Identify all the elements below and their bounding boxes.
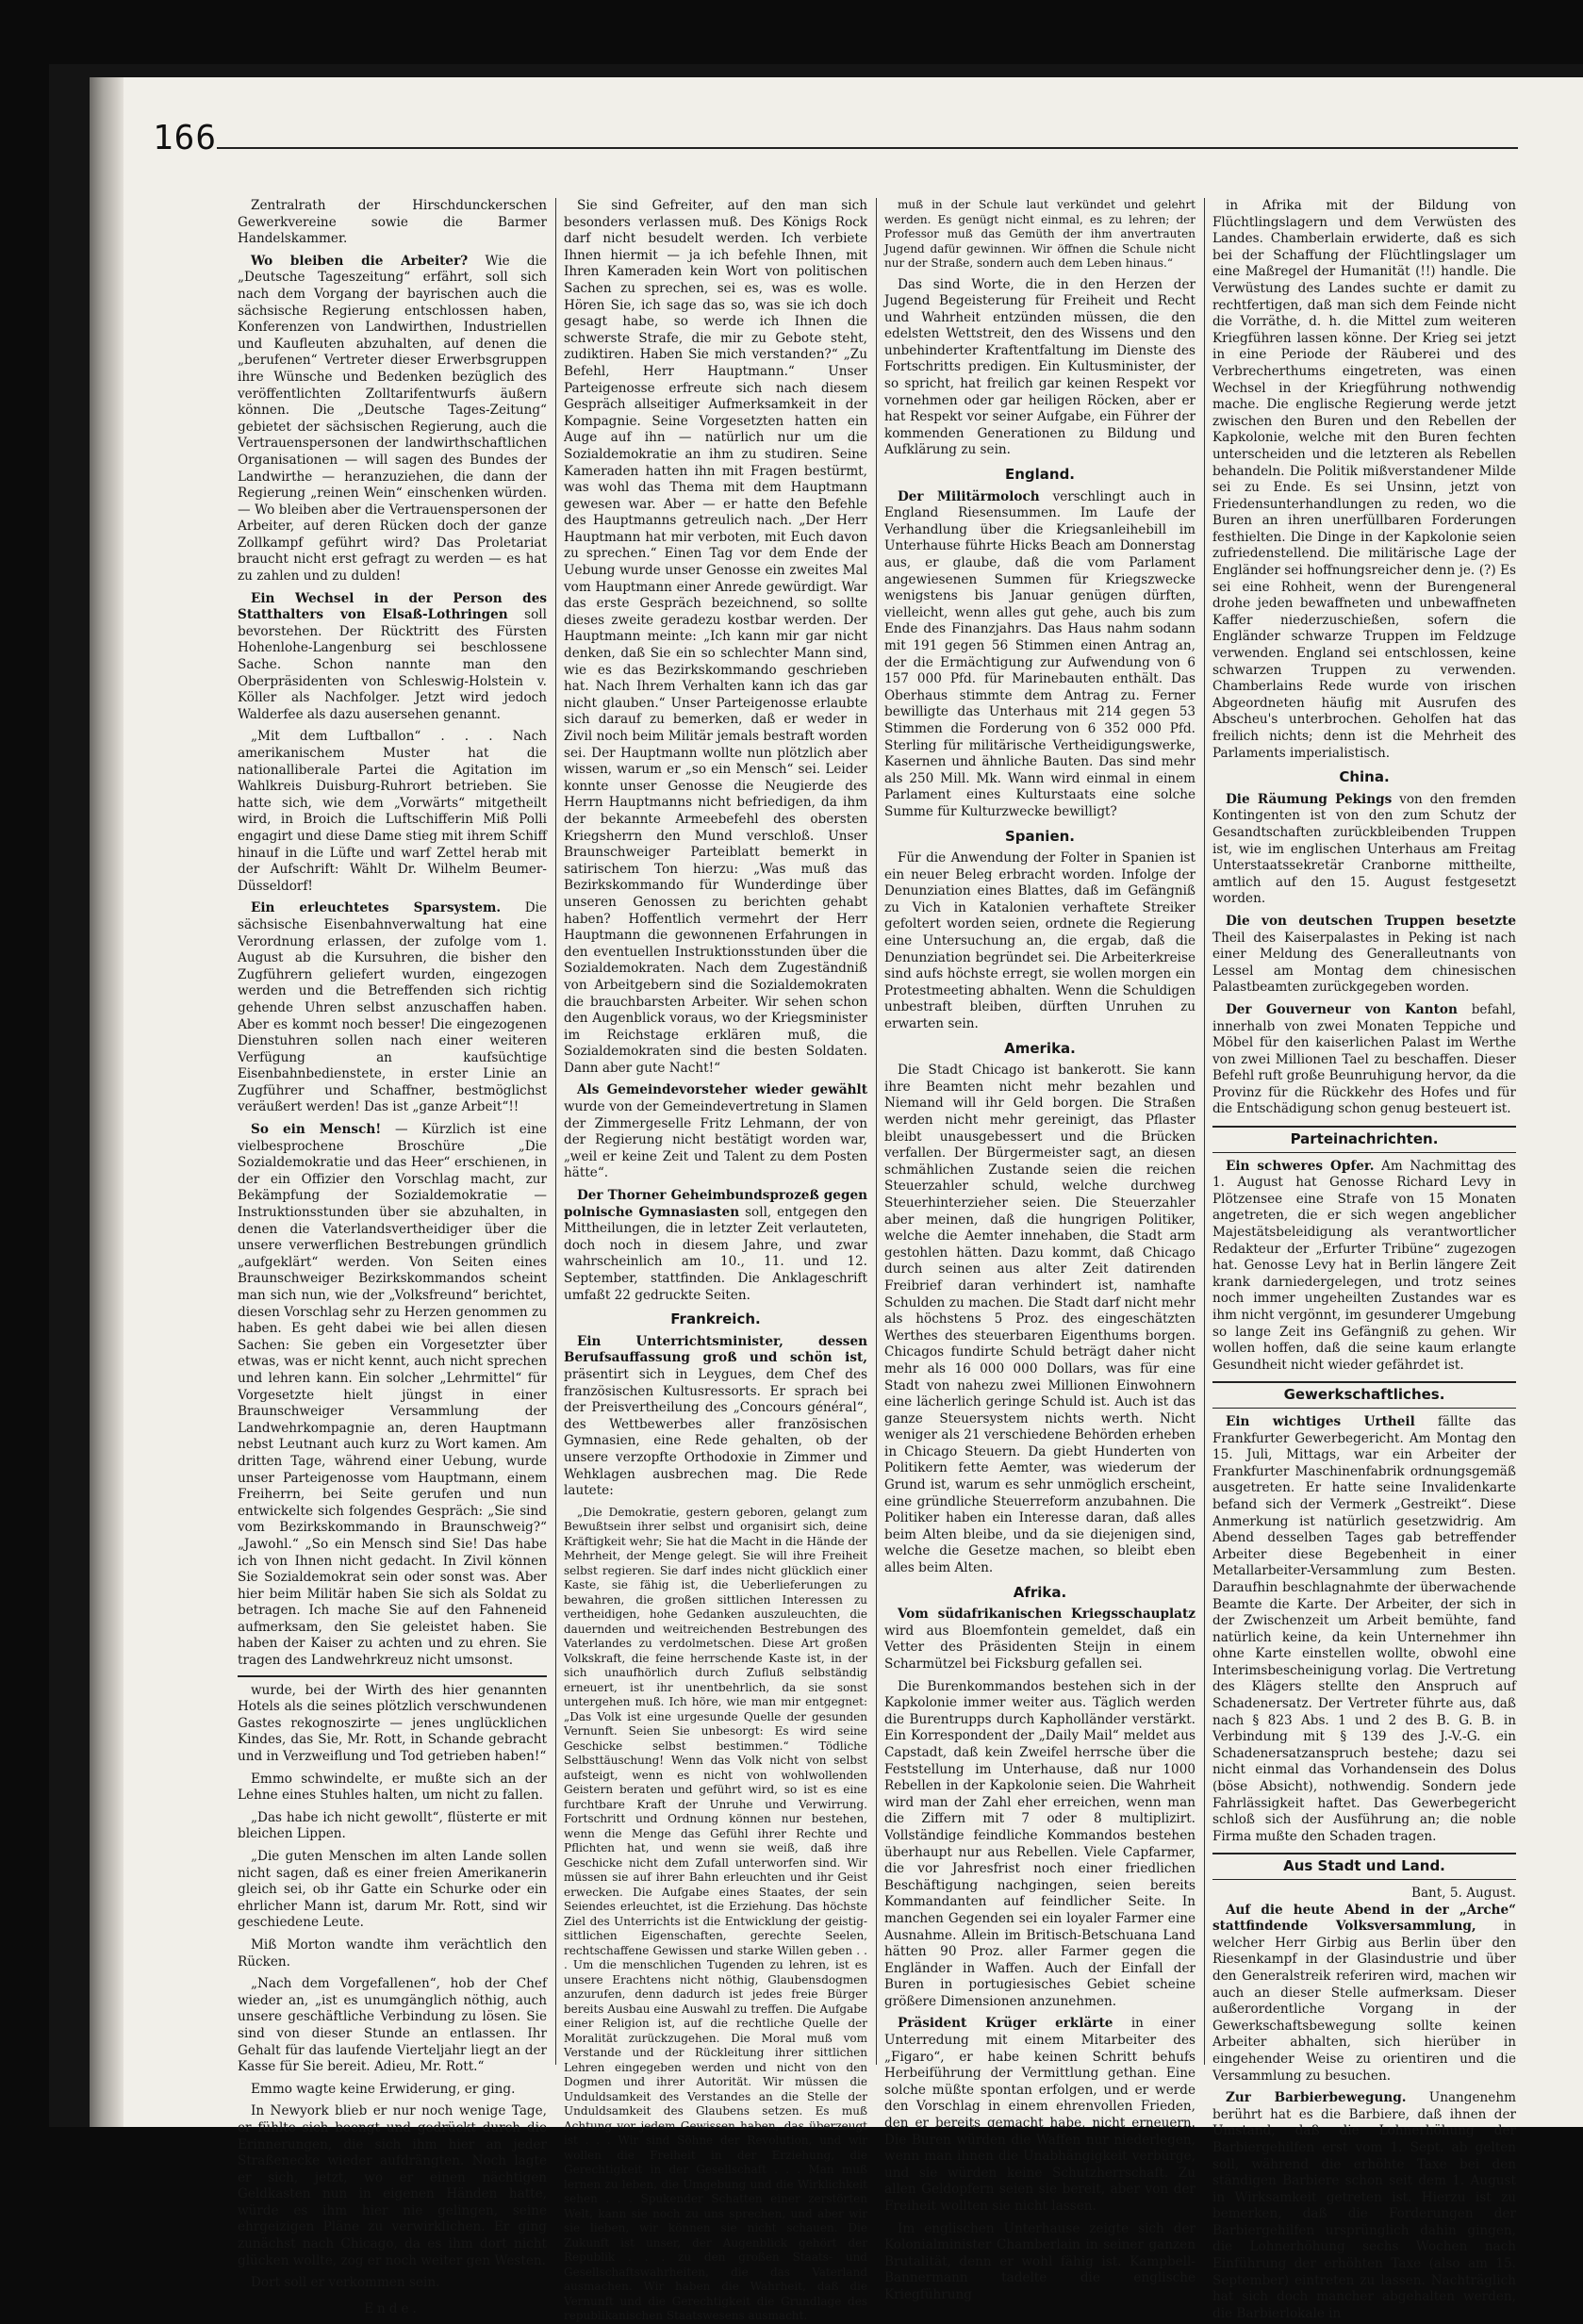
story-paragraph: wurde, bei der Wirth des hier genannten Hotels als die seines plötzlich verschwundenen Gastes rekognoszirte — jenes unglücklichen Kindes, das Sie, Mr. Rott, in Schande gebracht und in Verzweiflung und Tod getrieben haben!“ — [238, 1682, 547, 1765]
section-heading-england: England. — [1004, 466, 1076, 484]
article-lead: Ein Wechsel in der Person des Statthalters von Elsaß-Lothringen — [238, 590, 547, 623]
paragraph: „Mit dem Luftballon“ . . . Nach amerikanischem Muster hat die nationalliberale Partei die Agitation im Wahlkreis Duisburg-Ruhrort betrieben. Sie hatte sich, wie dem „Vorwärts“ mitgetheilt wird, in Broich die Luftschifferin Miß Polli engagirt und diese Dame stieg mit ihrem Schiff hinauf in die Lüfte und warf Zettel herab mit der Aufschrift: Wählt Dr. Wilhelm Beumer-Düsseldorf! — [238, 729, 547, 894]
section-heading-spanien: Spanien. — [1004, 827, 1076, 845]
column-divider — [1204, 198, 1205, 2065]
section-heading-china: China. — [1339, 768, 1390, 786]
article — [884, 489, 1195, 821]
article-body: fällte das Frankfurter Gewerbegericht. Am Montag den 15. Juli, Mittags, war ein Arbeiter der Frankfurter Maschinenfabrik ordnungsgemäß ausgetreten. Er hatte seine Invalidenkarte befand sich der Vermerk „Gestreikt“. Diese Anmerkung ist natürlich gesetzwidrig. Am Abend desselben Tages gab betreffender Arbeiter diese Begebenheit in einer Metallarbeiter-Versammlung zum Besten. Daraufhin beschlagnahmte der überwachende Beamte die Karte. Der Arbeiter, der sich in der Zwischenzeit um Arbeit bemühte, fand natürlich keine, da kein Unternehmer ihn ohne Karte einstellen wollte, obwohl eine Interimsbescheinigung vorlag. Die Vertretung des Klägers stellte den Anspruch auf Schadenersatz. Der Vertreter führte aus, daß nach § 823 Abs. 1 und 2 des B. G. B. in Verbindung mit § 139 des J.-V.-G. ein Schadenersatzanspruch bestehe; dazu sei nicht einmal das Vorhandensein des Dolus (böse Absicht), nothwendig. Sondern jede Fahrlässigkeit haftet. Das Gewerbegericht schloß sich der Ausführung an; die noble Firma mußte den Schaden tragen. — [1212, 1413, 1516, 1844]
article — [1212, 914, 1516, 997]
article-lead: Als Gemeindevorsteher wieder gewählt — [577, 1082, 867, 1098]
article-lead: Ein erleuchtetes Sparsystem. — [251, 900, 502, 916]
article-lead: Vom südafrikanischen Kriegsschauplatz — [898, 1607, 1195, 1623]
column-4 — [1212, 198, 1517, 2321]
story-paragraph: Emmo schwindelte, er mußte sich an der Lehne eines Stuhles halten, um nicht zu fallen. — [238, 1771, 547, 1804]
article — [238, 900, 547, 1116]
section-heading-frankreich: Frankreich. — [670, 1310, 761, 1328]
article — [564, 1334, 867, 1500]
story-paragraph: „Die guten Menschen im alten Lande sollen nicht sagen, daß es einer freien Amerikanerin gleich sei, ob ihr Gatte ein Schurke oder ein ehrlicher Mann ist, darum Mr. Rott, sind wir geschiedene Leute. — [238, 1849, 547, 1931]
paragraph: Die Stadt Chicago ist bankerott. Sie kann ihre Beamten nicht mehr bezahlen und Niemand will ihr Geld borgen. Die Straßen werden nicht mehr gereinigt, das Pflaster bleibt unausgebessert und die Brücken verfallen. Der Bürgermeister sagt, an diesen schmählichen Zustande seien die reichen Steuerzahler schuld, welche durchweg Steuerhinterzieher seien. Die Steuerzahler aber meinen, daß die hungrigen Politiker, welche die Aemter innehaben, die Stadt arm gestohlen hätten. Dazu kommt, daß Chicago durch seinen aus alter Zeit datirenden Freibrief daran verhindert ist, namhafte Schulden zu machen. Die Stadt darf nicht mehr als höchstens 5 Proz. des eingeschätzten Werthes des steuerbaren Eigenthums borgen. Chicagos fundirte Schuld beträgt daher nicht mehr als 16 000 000 Dollars, was für eine Stadt von nahezu zwei Millionen Einwohnern eine lächerlich geringe Schuld ist. Auch ist das ganze Steuersystem nichts werth. Nicht weniger als 21 verschiedene Behörden erheben in Chicago Steuern. Da giebt Hunderten von Politikern fette Aemter, was wiederum der Grund ist, warum es sehr unmöglich erscheint, eine gründliche Steuerreform anzubahnen. Die Politiker haben ein Interesse daran, daß alles beim Alten bleibe, und da sie diejenigen sind, welche die Gesetze machen, so bleibt eben alles beim Alten. — [884, 1063, 1195, 1576]
article-body: soll bevorstehen. Der Rücktritt des Fürsten Hohenlohe-Langenburg sei beschlossene Sache. Schon nannte man den Oberpräsidenten von Schleswig-Holstein v. Köller als Nachfolger. Jetzt wird jedoch Walderfee als dazu ausersehen genannt. — [238, 607, 547, 722]
story-paragraph: Miß Morton wandte ihm verächtlich den Rücken. — [238, 1937, 547, 1970]
article-lead: Ein schweres Opfer. — [1226, 1158, 1375, 1174]
column-3 — [884, 198, 1196, 2302]
article-body: in einer Unterredung mit einem Mitarbeiter des „Figaro“, er habe keinen Schritt behufs Herbeiführung der Vermittlung gethan. Eine solche müßte spontan erfolgen, und er werde den Vorschlag in einem ehrenvollen Frieden, den er bereits gemacht habe, nicht erneuern. Die Buren würden die Waffen nur niederlegen, wenn man ihnen die Unabhängigkeit verbürge, und sie würden keine Schutzherrschaft. Zu allen Geldopfern seien sie bereit, aber von der Freiheit wollten sie nicht lassen. — [884, 2016, 1195, 2214]
column-1 — [238, 198, 548, 2316]
article-body: Unangenehm berührt hat es die Barbiere, daß ihnen der Umstand, daß die Lohnerhöhung der Barbiergehilfen erst vom 1. Sept. ab gelten soll, während die erhöhte Taxe bei den ständigen Barbiere schon seit dem 1. August in Wirksamkeit getreten ist. Hierzu ist zu bemerken, daß die Forderungen der Barbiergehilfen ursprünglich dahin gingen, die Lohnerhöhung sechs Wochen nach Einführung der erhöhten Taxe (also am 15. September) eintreten zu lassen. Nachträglich hat sich doch mancher abgehalten werden, die Barbierlokale in — [1212, 2090, 1516, 2321]
article-body: präsentirt sich in Leygues, dem Chef des französischen Kultusressorts. Er sprach bei der Preisvertheilung des „Concours général“, des Wettbewerbes aller französischen Gymnasien, eine Rede gehalten, ob der unsere verzopfte Orthodoxie in Zimmer und Wehklagen ausbrechen mag. Die Rede lautete: — [564, 1366, 867, 1499]
article-body: Wie die „Deutsche Tageszeitung“ erfährt, soll sich nach dem Vorgang der bayrischen auch die sächsische Regierung entschlossen haben, Konferenzen von Landwirthen, Industriellen und Kaufleuten abzuhalten, auf denen die „berufenen“ Vertreter dieser Erwerbsgruppen ihre Wünsche und Bedenken bezüglich des veröffentlichten Zolltarifentwurfs äußern können. Die „Deutsche Tages-Zeitung“ gebietet der sächsischen Regierung, auch die Vertrauenspersonen der landwirthschaftlichen Organisationen — will sagen des Bundes der Landwirthe — heranzuziehen, die dann der Regierung „reinen Wein“ einschenken würden. — Wo bleiben aber die Vertrauenspersonen der Arbeiter, auf deren Rücken doch der ganze Zollkampf geführt wird? Das Proletariat braucht nicht erst gefragt zu werden — es hat zu zahlen und zu dulden! — [238, 253, 547, 585]
paragraph: Die Burenkommandos bestehen sich in der Kapkolonie immer weiter aus. Täglich werden die Burentrupps durch Kapholländer verstärkt. Ein Korrespondent der „Daily Mail“ meldet aus Capstadt, daß kein Zweifel herrsche über die Feststellung im Unterhause, daß nur 1000 Rebellen in der Kapkolonie seien. Die Wahrheit wird man der Zahl eher erreichen, wenn man die Ziffern mit 7 oder 8 multiplizirt. Vollständige feindliche Kommandos bestehen überhaupt nur aus Rebellen. Viele Capfarmer, die vor Jahresfrist noch einer friedlichen Beschäftigung nachgingen, seien bereits Kommandanten auf feindlicher Seite. In manchen Gegenden sei ein loyaler Farmer eine Ausnahme. Allein im Britisch-Betschuana Land hätten 90 Proz. aller Farmer gegen die Engländer in Waffen. Auch der Einfall der Buren in portugiesisches Gebiet scheine größere Dimensionen anzunehmen. — [884, 1678, 1195, 2009]
article — [884, 2016, 1195, 2215]
paragraph: Sie sind Gefreiter, auf den man sich besonders verlassen muß. Des Königs Rock darf nicht besudelt werden. Ich verbiete Ihnen hiermit — ja ich befehle Ihnen, mit Ihren Kameraden kein Wort von politischen Sachen zu sprechen, sei es, was es wolle. Hören Sie, ich sage das so, was sie ich doch gesagt habe, so werde ich Ihnen die schwerste Strafe, die mir zu Gebote steht, zudiktiren. Haben Sie mich verstanden?“ „Zu Befehl, Herr Hauptmann.“ Unser Parteigenosse erfreute sich nach diesem Gespräch allseitiger Aufmerksamkeit in der Kompagnie. Seine Vorgesetzten hatten ein Auge auf ihn — natürlich nur um die Sozialdemokratie an ihm zu studiren. Seine Kameraden hatten ihn mit Fragen bestürmt, was wohl das Thema mit dem Hauptmann gewesen war. Aber — er hatte den Befehle des Hauptmanns getreulich nach. „Der Herr Hauptmann hat mir verboten, mit Euch davon zu sprechen.“ Einen Tag vor dem Ende der Uebung wurde unser Genosse ein zweites Mal vom Hauptmann einer Anrede gewürdigt. War das erste Gespräch bezeichnend, so sollte dieses zweite geradezu kostbar werden. Der Hauptmann meinte: „Ich kann mir gar nicht denken, daß Sie ein so schlechter Mann sind, wie es das Bezirkskommando geschrieben hat. Nach Ihrem Verhalten kann ich das gar nicht glauben.“ Unser Parteigenosse erlaubte sich darauf zu bemerken, daß er weder in Zivil noch beim Militär jemals bestraft worden sei. Der Hauptmann wollte nun plötzlich aber wissen, warum er „so ein Mensch“ sei. Leider konnte unser Genosse die Neugierde des Herrn Hauptmanns nicht befriedigen, da ihm der bekannte Armeebefehl des obersten Kriegsherrn den Mund verschloß. Unser Braunschweiger Parteiblatt bemerkt in satirischem Ton hierzu: „Was muß das Bezirkskommando für Wunderdinge über unseren Genossen zu berichten gehabt haben? Hoffentlich vermehrt der Herr Hauptmann die gewonnenen Erfahrungen in den eventuellen Instruktionsstunden über die Sozialdemokraten. Nach dem Zugeständniß von Arbeitgebern sind die Sozialdemokraten die brauchbarsten Arbeiter. Wir sehen schon den Augenblick voraus, wo der Kriegsminister im Reichstage erklären muß, die Sozialdemokraten sind die besten Soldaten. Dann aber gute Nacht!“ — [564, 198, 867, 1076]
column-divider — [555, 198, 556, 2065]
article-body: von den fremden Kontingenten ist von den zum Schutz der Gesandtschaften zurückbleibenden Truppen ist, wie im englischen Unterhaus am Freitag Unterstaatssekretär Cranborne mittheilte, amtlich auf den 15. August festgesetzt worden. — [1212, 791, 1516, 907]
article — [1212, 1414, 1516, 1845]
article-body: befahl, innerhalb von zwei Monaten Teppiche und Möbel für den kaiserlichen Palast im Werthe von zwei Millionen Tael zu beschaffen. Dieser Befehl ruft große Beunruhigung hervor, da die Provinz für die Rückkehr des Hofes und für die Entschädigung schon genug besteuert ist. — [1212, 1001, 1516, 1117]
article-lead: So ein Mensch! — [251, 1122, 382, 1138]
paragraph: Zentralrath der Hirschdunckerschen Gewerkvereine sowie die Barmer Handelskammer. — [238, 198, 547, 247]
article-lead: Ein wichtiges Urtheil — [1226, 1413, 1415, 1429]
paragraph: Das sind Worte, die in den Herzen der Jugend Begeisterung für Freiheit und Recht und Wahrheit entzünden müssen, die den edelsten Wettstreit, den des Wissens und den unbehinderter Kraftentfaltung im Dienste des Fortschritts predigen. Ein Kultusminister, der so spricht, hat freilich gar keinen Respekt vor vornehmen oder gar heiligen Röcken, aber er hat Respekt vor seiner Aufgabe, ein Führer der kommenden Generationen zu Bildung und Aufklärung zu sein. — [884, 276, 1195, 458]
article — [884, 1607, 1195, 1673]
story-paragraph: „Das habe ich nicht gewollt“, flüsterte er mit bleichen Lippen. — [238, 1809, 547, 1842]
section-heading-parteinachrichten: Parteinachrichten. — [1212, 1126, 1516, 1153]
section-heading-amerika: Amerika. — [1004, 1039, 1076, 1057]
dateline: Bant, 5. August. — [1410, 1886, 1516, 1901]
article — [1212, 1002, 1516, 1118]
article-lead: Der Militärmoloch — [898, 488, 1040, 504]
article-lead: Der Thorner Geheimbundsprozeß gegen polnische Gymnasiasten — [564, 1188, 867, 1220]
article-body: soll, entgegen den Mittheilungen, die in letzter Zeit verlauteten, doch noch in diesem Jahre, und zwar wahrscheinlich am 10., 11. und 12. September, stattfinden. Die Anklageschrift umfaßt 22 gedruckte Seiten. — [564, 1204, 867, 1303]
paragraph: Im englischen Unterhause zeigte sich der Kolonialminister Chamberlain in seiner ganzen Brutalität, denn er wohl fähig ist. Kampbell-Bannermann tadelte die englische Kriegführung — [884, 2220, 1195, 2302]
article-lead: Wo bleiben die Arbeiter? — [251, 253, 469, 269]
feuilleton-rule — [238, 1675, 547, 1677]
top-rule — [217, 147, 1518, 149]
article — [1212, 1159, 1516, 1375]
article-lead: Ein Unterrichtsminister, dessen Berufsauffassung groß und schön ist, — [564, 1333, 867, 1366]
article — [238, 591, 547, 724]
page-number: 166 — [153, 119, 218, 157]
section-heading-gewerkschaftliches: Gewerkschaftliches. — [1212, 1381, 1516, 1409]
article-body: Theil des Kaiserpalastes in Peking ist nach einer Meldung des Generalleutnants von Lessel am Montag dem chinesischen Palastbeamten zurückgegeben worden. — [1212, 930, 1516, 996]
paragraph: Für die Anwendung der Folter in Spanien ist ein neuer Beleg erbracht worden. Infolge der Denunziation eines Blattes, daß im Gefängniß zu Vich in Katalonien verhaftete Streiker gefoltert worden seien, ordnete die Regierung eine Untersuchung an, die ergab, daß die Denunziation begründet sei. Die Arbeiterkreise sind aufs höchste erregt, sie wollen morgen ein Protestmeeting abhalten. Wenn die Schuldigen unbestraft bleiben, dürften Unruhen zu erwarten sein. — [884, 850, 1195, 1032]
column-2 — [564, 198, 867, 2323]
paragraph: in Afrika mit der Bildung von Flüchtlingslagern und dem Verwüsten des Landes. Chamberlain erwiderte, daß es sich bei der Schaffung der Flüchtlingslager um eine Maßregel der Humanität (!!) handle. Die Verwüstung des Landes suchte er damit zu rechtfertigen, daß man sich dem Feinde nicht die Vorräthe, d. h. die Mittel zum weiteren Kriegführen lassen könne. Der Krieg sei jetzt in eine Periode der Räuberei und des Verbrecherthums eingetreten, was einen Wechsel in der Kriegführung nothwendig mache. Die englische Regierung werde jetzt zwischen den Buren und den Rebellen der Kapkolonie, welche mit den Buren fechten unterscheiden und die letzteren als Rebellen behandeln. Die Politik mißverstandener Milde sei zu Ende. Es sei Unsinn, jetzt von Friedensunterhandlungen zu reden, wo die Buren an ihren unerfüllbaren Forderungen festhielten. Die Dinge in der Kapkolonie seien zufriedenstellend. Die militärische Lage der Engländer sei hoffnungsreicher denn je. (?) Es sei eine Rohheit, wenn der Burengeneral drohe jeden bewaffneten und unbewaffneten Kaffer niederzuschießen, sofern die Engländer schwarze Truppen im Feldzuge verwenden. England sei entschlossen, keine schwarzen Truppen zu verwenden. Chamberlains Rede wurde von irischen Abgeordneten häufig mit Ausrufen des Abscheu's unterbrochen. Geholfen hat das freilich nichts; denn ist die Mehrheit des Parlaments imperialistisch. — [1212, 198, 1516, 761]
article-lead: Zur Barbierbewegung. — [1226, 2090, 1407, 2106]
article-body: — Kürzlich ist eine vielbesprochene Broschüre „Die Sozialdemokratie und das Heer“ erschienen, in der ein Offizier den Vorschlag macht, zur Bekämpfung der Sozialdemokratie — Instruktionsstunden über sie abzuhalten, in denen die Vaterlandsvertheidiger über die unsere verwerflichen Bestrebungen gründlich „aufgeklärt“ werden. Von Seiten eines Braunschweiger Bezirkskommandos scheint man sich nun, wie der „Volksfreund“ berichtet, diesen Vorschlag sehr zu Herzen genommen zu haben. Es geht dabei wie bei allen diesen Sachen: Sie geben ein Vorgesetzter über etwas, was er nicht kennt, auch nicht sprechen und lehren kann. Ein solcher „Lehrmittel“ für Vorgesetzte hielt jüngst in einer Braunschweiger Versammlung der Landwehrkompagnie an, deren Hauptmann nebst Leutnant auch kurz zu Wort kamen. Am dritten Tage, während einer Uebung, wurde unser Parteigenosse vom Hauptmann, einem Freiherrn, bei Seite gerufen und nun entwickelte sich folgendes Gespräch: „Sie sind vom Bezirkskommando in Braunschweig?“ „Jawohl.“ „So ein Mensch sind Sie! Das habe ich von Ihnen nicht gedacht. In Zivil können Sie Sozialdemokrat sein oder sonst was. Aber hier beim Militär haben Sie sich als Soldat zu betragen. Ich mache Sie auf den Fahneneid aufmerksam, den Sie geleistet haben. Sie haben der Kaiser zu achten und zu ehren. Sie tragen des Landwehrkreuz nicht umsonst. — [238, 1122, 548, 1669]
story-paragraph: Emmo wagte keine Erwiderung, er ging. — [251, 2081, 516, 2097]
article-body: wird aus Bloemfontein gemeldet, daß ein Vetter des Präsidenten Steijn in einem Scharmützel bei Ficksburg gefallen sei. — [884, 1623, 1195, 1672]
article-lead: Die Räumung Pekings — [1226, 791, 1393, 807]
story-end: Ende. — [364, 2300, 420, 2316]
article-lead: Auf die heute Abend in der „Arche“ stattfindende Volksversammlung, — [1212, 1902, 1516, 1935]
story-paragraph: Dort soll er verkommen sein. — [251, 2275, 440, 2291]
article — [1212, 792, 1516, 908]
page-edge — [90, 77, 124, 2127]
article-body: in welcher Herr Girbig aus Berlin über den Riesenkampf in der Glasindustrie und über den Generalstreik referiren wird, machen wir auch an dieser Stelle aufmerksam. Dieser außerordentliche Vorgang in der Gewerkschaftsbewegung sollte keinen Arbeiter abhalten, sich hierüber in eingehender Weise zu orientiren und die Versammlung zu besuchen. — [1212, 1919, 1517, 2084]
article-body: verschlingt auch in England Riesensummen. Im Laufe der Verhandlung über die Kriegsanleihebill im Unterhause führte Hicks Beach am Donnerstag aus, er glaube, daß die vom Parlament angewiesenen Summen für Kriegszwecke wenigstens bis Januar genügen dürften, vielleicht, wenn alles gut gehe, auch bis zum Ende des Finanzjahrs. Das Haus nahm sodann mit 191 gegen 56 Stimmen einen Antrag an, der die Ermächtigung zur Aufwendung von 6 157 000 Pfd. für Marinebauten enthält. Das Oberhaus stimmte dem Antrag zu. Ferner bewilligte das Unterhaus mit 214 gegen 53 Stimmen die Forderung von 6 352 000 Pfd. Sterling für militärische Vertheidigungswerke, Kasernen und ähnliche Bauten. Das sind mehr als 250 Mill. Mk. Wann wird einmal in einem Parlament eines Kulturstaats eine solche Summe für Kulturzwecke bewilligt? — [884, 488, 1196, 819]
article — [238, 254, 547, 585]
article — [564, 1188, 867, 1304]
speech-quote: muß in der Schule laut verkündet und gelehrt werden. Es genügt nicht einmal, es zu lehren; der Professor muß das Gemüth der ihm anvertrauten Jugend dafür gewinnen. Wir öffnen die Schule nicht nur der Straße, sondern auch dem Leben hinaus.“ — [884, 198, 1195, 270]
article-body: wurde von der Gemeindevertretung in Slamen der Zimmergeselle Fritz Lehmann, der von der Regierung nicht bestätigt worden war, „weil er keine Zeit und Talent zu dem Posten hätte“. — [564, 1099, 867, 1181]
story-paragraph: In Newyork blieb er nur noch wenige Tage, er fühlte sich beengt und gedrückt durch die Erinnerungen, die sich ihm hier an jeder Straßenecke wieder aufdrängten. Noch lagte er sich, jetzt, wo er einen nächtigen Geldkasten nun in eigenen Händen hatte, würde es ihm hier nie gelingen, seine ehrgeizigen Pläne zu verwirklichen. Er ging zunächst nach Chicago, da es ihm dort nicht glücken wollte, zog er noch weiter gen Westen. — [238, 2103, 547, 2268]
article-body: Die sächsische Eisenbahnverwaltung hat eine Verordnung erlassen, der zufolge vom 1. August ab die Kursuhren, die bisher den Zugführern geliefert wurden, eingezogen werden und die Betreffenden sich richtig gehende Uhren selbst anzuschaffen haben. Aber es kommt noch besser! Die eingezogenen Dienstuhren sollen nach einer weiteren Verfügung an kaufsüchtige Eisenbahnbedienstete, in erster Linie an Zugführer und Schaffner, bestmöglichst veräußert werden! Das ist „ganze Arbeit“!! — [238, 900, 548, 1115]
story-paragraph: „Nach dem Vorgefallenen“, hob der Chef wieder an, „ist es unumgänglich nöthig, auch unsere geschäftliche Verbindung zu lösen. Sie sind von dieser Stunde an entlassen. Ihr Gehalt für das laufende Vierteljahr liegt an der Kasse für Sie bereit. Adieu, Mr. Rott.“ — [238, 1976, 547, 2075]
article — [1212, 1903, 1516, 2085]
article — [564, 1082, 867, 1182]
article-lead: Präsident Krüger erklärte — [898, 2016, 1113, 2032]
article-lead: Der Gouverneur von Kanton — [1226, 1001, 1458, 1017]
speech-quote: „Die Demokratie, gestern geboren, gelangt zum Bewußtsein ihrer selbst und organisirt sich, deine Kräftigkeit wehr; Sie hat die Macht in die Hände der Mehrheit, der Menge gelegt. Sie will ihre Freiheit selbst regieren. Sie darf indes nicht glücklich einer Kaste, sie fähig ist, die Ueberlieferungen zu bewahren, die großen sittlichen Interessen zu vertheidigen, hohe Gedanken auszuleuchten, die dauernden und weitreichenden Bestrebungen des Vaterlandes zu verdolmetschen. Diese Art großen Volkskraft, die feine herrschende Kaste ist, in der sich unaufhörlich durch Zufluß selbständig erneuert, ist ihr unentbehrlich, da sie sonst untergehen muß. Ich höre, wie man mir entgegnet: „Das Volk ist eine urgesunde Quelle der gesunden Vernunft. Seien Sie unbesorgt: Es wird seine Geschicke selbst bestimmen.“ Tödliche Selbsttäuschung! Wenn das Volk nicht von selbst aufsteigt, wenn es nicht von wohlwollenden Geistern beraten und geführt wird, so ist es eine furchtbare Kraft der Unruhe und Verwirrung. Fortschritt und Ordnung können nur bestehen, wenn die Menge das Gefühl ihrer Rechte und Pflichten hat, und wenn sie weiß, daß ihre Geschicke nicht dem Zufall unterworfen sind. Wir müssen sie auf ihrer Bahn erleuchten und ihr Geist erwecken. Die Aufgabe eines Staates, der sein Seiendes erleuchtet, ist die Erziehung. Das höchste Ziel des Unterrichts ist die Entwicklung der geistig-sittlichen Eigenschaften, gerechte Seelen, rechtschaffene Gewissen und starke Willen geben . . . Um die menschlichen Tugenden zu lehren, ist es unsere Erachtens nicht nöthig, Glaubensdogmen anzurufen, denn dadurch ist jedes freie Bürger bereits Ausbau eine Auswahl zu treffen. Die Aufgabe einer Religion ist, auf die rechtliche Quelle der Moralität zurückzugehen. Die Moral muß vom Verstande und der Rückleitung ihrer sittlichen Lehren eingegeben werden und nicht von den Dogmen und ihrer Autorität. Wir müssen die Unduldsamkeit des Verstandes an die Stelle der Unduldsamkeit des Glaubens setzen. Es muß Achtung vor jedem Gewissen haben, das überzeugt ist . . . Wir sind Söhne der Revolution, und wir wollen die Freiheit in der Erziehung, die Gerechtigkeit in der Gesellschaft . . . Man muß lernen zu leben, die Umgebung und die Wirklichkeit sehen . . . Spukender Schatten einer zerstörten Welt, kann sie noch zu uns sprechen, und aber wir sie lieben, wir können sie nicht schauen. Die Zukunft ist unser, der Augenblick gehört der Republik . . . zu den großen Staats- und Gesellschaftswahrheiten, die das Vaterland ausmachen. Wir haben die Wahrheit, daß die Vernunft und die Gerechtigkeit die Grundlage des republikanischen Staatswesens ausmacht. — [564, 1505, 867, 2323]
article — [238, 1122, 547, 1670]
article-body: Am Nachmittag des 1. August hat Genosse Richard Levy in Plötzensee eine Strafe von 15 Monaten angetreten, die er sich wegen angeblicher Majestätsbeleidigung als verantwortlicher Redakteur der „Erfurter Tribüne“ zugezogen hat. Genosse Levy hat in Berlin längere Zeit krank darniedergelegen, und trotz seines noch immer ungeheilten Zustandes war es ihm nicht vergönnt, im gesunderer Umgebung so lange Zeit ins Gefängniß zu gehen. Wir wollen hoffen, daß die seine kaum erlangte Gesundheit nicht wieder gefährdet ist. — [1212, 1158, 1516, 1373]
section-heading-afrika: Afrika. — [1013, 1583, 1067, 1601]
article-lead: Die von deutschen Truppen besetzte — [1226, 913, 1516, 929]
column-divider — [876, 198, 877, 2065]
article — [1212, 2090, 1516, 2322]
section-heading-stadt-und-land: Aus Stadt und Land. — [1212, 1853, 1516, 1880]
